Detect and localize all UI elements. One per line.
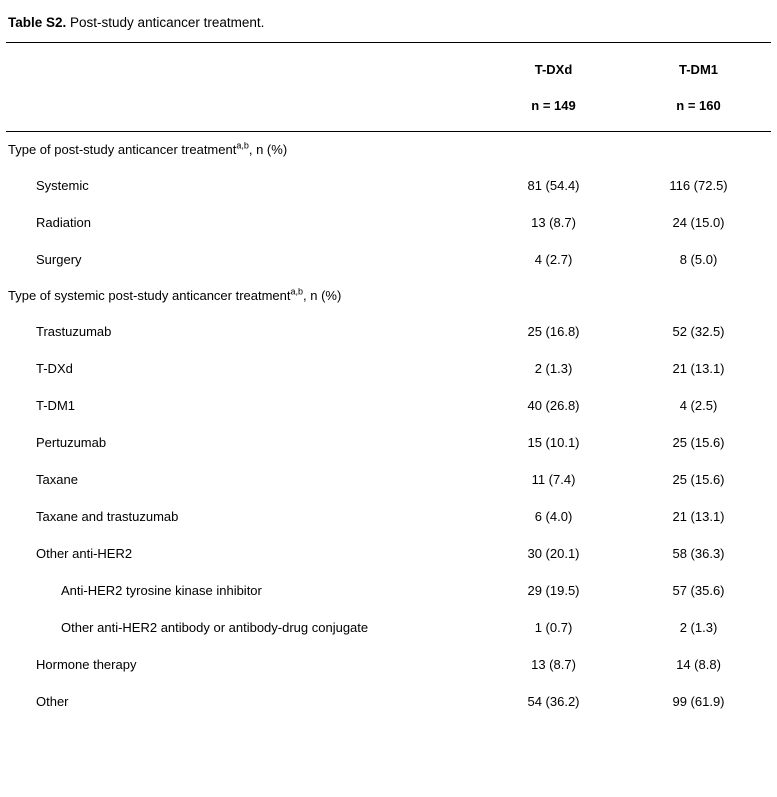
- header-cell-blank: [6, 42, 481, 87]
- row-label-surgery: Surgery: [36, 251, 82, 267]
- row-value-tdxd: [481, 278, 626, 313]
- row-value-tdm1: 4 (2.5): [679, 397, 718, 413]
- row-value-tdm1: 99 (61.9): [672, 693, 725, 709]
- row-value-tdm1: 57 (35.6): [672, 582, 725, 598]
- row-label-radiation: Radiation: [36, 214, 91, 230]
- row-label-section: [6, 278, 481, 313]
- row-value-tdxd: 6 (4.0): [534, 508, 573, 524]
- row-value-tdxd: 13 (8.7): [531, 656, 576, 672]
- row-value-tdxd: 2 (1.3): [534, 360, 573, 376]
- header-count-blank: [6, 87, 481, 132]
- row-value-tdxd: 29 (19.5): [527, 582, 580, 598]
- row-value-tdm1: 116 (72.5): [669, 177, 728, 193]
- row-value-tdm1: 24 (15.0): [672, 214, 725, 230]
- row-value-tdxd: 13 (8.7): [531, 214, 576, 230]
- table-header-row-counts: [6, 87, 771, 132]
- post-study-treatment-table: [6, 42, 771, 720]
- header-cell-tdm1: T-DM1: [626, 42, 771, 87]
- row-value-tdm1: 14 (8.8): [676, 656, 721, 672]
- row-value-tdm1: [626, 131, 771, 167]
- table-row: [6, 313, 771, 350]
- table-caption-text: Post-study anticancer treatment.: [66, 15, 265, 30]
- table-row: [6, 131, 771, 167]
- table-row: [6, 387, 771, 424]
- table-body: [6, 42, 771, 720]
- table-row: [6, 498, 771, 535]
- header-count-tdxd: n = 149: [481, 87, 626, 132]
- table-row: [6, 609, 771, 646]
- row-label-other: Other: [36, 693, 69, 709]
- row-label-section: [6, 131, 481, 167]
- row-label-taxane-and-trastuzumab: Taxane and trastuzumab: [36, 508, 179, 524]
- row-label-pertuzumab: Pertuzumab: [36, 434, 107, 450]
- row-value-tdxd: 4 (2.7): [534, 251, 573, 267]
- table-row: [6, 535, 771, 572]
- row-label-hormone-therapy: Hormone therapy: [36, 656, 137, 672]
- table-row: [6, 461, 771, 498]
- table-row: [6, 424, 771, 461]
- row-label-text: Type of post-study anticancer treatment: [8, 141, 237, 157]
- row-value-tdxd: 11 (7.4): [531, 471, 576, 487]
- row-label-other-anti-her2: Other anti-HER2: [36, 545, 133, 561]
- table-row: [6, 572, 771, 609]
- row-value-tdxd: 15 (10.1): [527, 434, 580, 450]
- row-value-tdxd: 25 (16.8): [527, 323, 580, 339]
- row-value-tdm1: 25 (15.6): [672, 434, 725, 450]
- row-value-tdxd: 30 (20.1): [527, 545, 580, 561]
- row-label-text: Type of systemic post-study anticancer treatment: [8, 287, 291, 303]
- table-row: [6, 204, 771, 241]
- row-label-suffix: , n (%): [248, 141, 288, 157]
- header-cell-tdxd: T-DXd: [481, 42, 626, 87]
- row-label-suffix: , n (%): [303, 287, 342, 303]
- row-label-tdm1: T-DM1: [36, 397, 75, 413]
- row-value-tdxd: 81 (54.4): [527, 177, 580, 193]
- footnote-marker: a,b: [236, 140, 249, 151]
- row-value-tdm1: 21 (13.1): [672, 360, 725, 376]
- row-label-taxane: Taxane: [36, 471, 78, 487]
- row-value-tdm1: 8 (5.0): [679, 251, 718, 267]
- table-row: [6, 278, 771, 313]
- table-header-row-names: [6, 42, 771, 87]
- footnote-marker: a,b: [290, 286, 304, 297]
- row-label-tdxd: T-DXd: [36, 360, 73, 376]
- table-row: [6, 683, 771, 720]
- row-value-tdm1: 52 (32.5): [672, 323, 725, 339]
- row-value-tdm1: 21 (13.1): [672, 508, 725, 524]
- table-row: [6, 350, 771, 387]
- row-value-tdxd: [481, 131, 626, 167]
- table-caption-label: Table S2.: [8, 15, 67, 30]
- row-value-tdxd: 40 (26.8): [527, 397, 580, 413]
- row-label-trastuzumab: Trastuzumab: [36, 323, 112, 339]
- row-value-tdm1: 2 (1.3): [679, 619, 718, 635]
- table-caption: [6, 10, 771, 42]
- row-label-other-anti-her2-antibody: Other anti-HER2 antibody or antibody-drug conjugate: [61, 619, 369, 635]
- header-count-tdm1: n = 160: [626, 87, 771, 132]
- row-value-tdm1: [626, 278, 771, 313]
- table-row: [6, 646, 771, 683]
- row-value-tdm1: 58 (36.3): [672, 545, 725, 561]
- table-row: [6, 241, 771, 278]
- table-row: [6, 167, 771, 204]
- row-value-tdm1: 25 (15.6): [672, 471, 725, 487]
- row-label-systemic: Systemic: [36, 177, 89, 193]
- row-value-tdxd: 1 (0.7): [534, 619, 573, 635]
- row-label-anti-her2-tki: Anti-HER2 tyrosine kinase inhibitor: [61, 582, 262, 598]
- row-value-tdxd: 54 (36.2): [527, 693, 580, 709]
